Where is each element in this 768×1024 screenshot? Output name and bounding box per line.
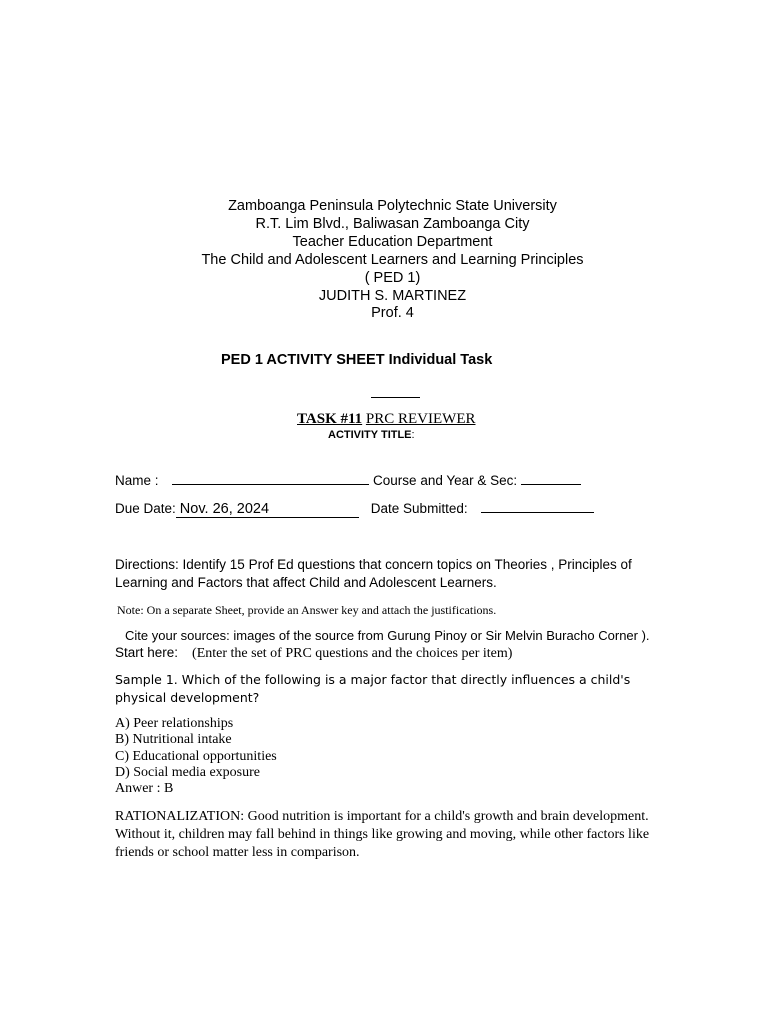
- university-address: R.T. Lim Blvd., Baliwasan Zamboanga City: [255, 215, 530, 232]
- date-submitted-label: Date Submitted:: [370, 501, 468, 516]
- cite-sources-text: Cite your sources: images of the source from Gurung Pinoy or Sir Melvin Buracho Corner ).: [125, 628, 650, 643]
- name-label: Name :: [115, 473, 159, 488]
- answer-choices: [115, 716, 277, 797]
- rationalization-text: RATIONALIZATION: Good nutrition is important for a child's growth and brain development. Without it, children may fall behind in things like growing and moving, while other factors like friends or school matter less in comparison.: [115, 809, 650, 860]
- course-field[interactable]: [521, 472, 581, 485]
- task-heading: [297, 411, 476, 428]
- task-name: PRC REVIEWER: [365, 411, 476, 427]
- date-submitted-field[interactable]: [481, 500, 594, 513]
- document-header: [0, 198, 768, 323]
- course-title: The Child and Adolescent Learners and Learning Principles: [201, 251, 584, 268]
- start-here-row: [115, 645, 512, 662]
- choice-c: C) Educational opportunities: [115, 748, 277, 764]
- instructor-rank: Prof. 4: [371, 305, 414, 322]
- start-here-label: Start here:: [115, 645, 179, 660]
- due-date-value[interactable]: Nov. 26, 2024: [176, 501, 359, 518]
- university-name: Zamboanga Peninsula Polytechnic State University: [228, 198, 557, 214]
- date-row: [115, 500, 594, 518]
- directions-text: Directions: Identify 15 Prof Ed questions that concern topics on Theories , Principles of Learning and Factors that affect Child and Adolescent Learners.: [115, 557, 632, 590]
- name-field[interactable]: [172, 472, 369, 485]
- note-text: Note: On a separate Sheet, provide an Answer key and attach the justifications.: [117, 603, 497, 617]
- choice-a: A) Peer relationships: [115, 716, 234, 731]
- sheet-title: PED 1 ACTIVITY SHEET Individual Task: [221, 352, 493, 368]
- instructor-name: JUDITH S. MARTINEZ: [318, 287, 467, 304]
- activity-title-label: [328, 429, 415, 441]
- course-label: Course and Year & Sec:: [373, 473, 518, 488]
- start-here-instruction: (Enter the set of PRC questions and the choices per item): [192, 646, 513, 661]
- answer-line: Anwer : B: [115, 781, 174, 797]
- department-name: Teacher Education Department: [292, 233, 493, 250]
- activity-title-colon: :: [411, 429, 415, 441]
- sample-question: Sample 1. Which of the following is a major factor that directly influences a child's physical development?: [115, 672, 631, 705]
- choice-d: D) Social media exposure: [115, 764, 261, 780]
- due-date-label: Due Date:: [115, 501, 176, 516]
- name-row: [115, 472, 581, 488]
- task-number: TASK #11: [297, 411, 363, 427]
- course-code: ( PED 1): [364, 269, 421, 286]
- divider: [371, 397, 420, 398]
- activity-title-text: ACTIVITY TITLE: [328, 429, 412, 441]
- choice-b: B) Nutritional intake: [115, 732, 232, 748]
